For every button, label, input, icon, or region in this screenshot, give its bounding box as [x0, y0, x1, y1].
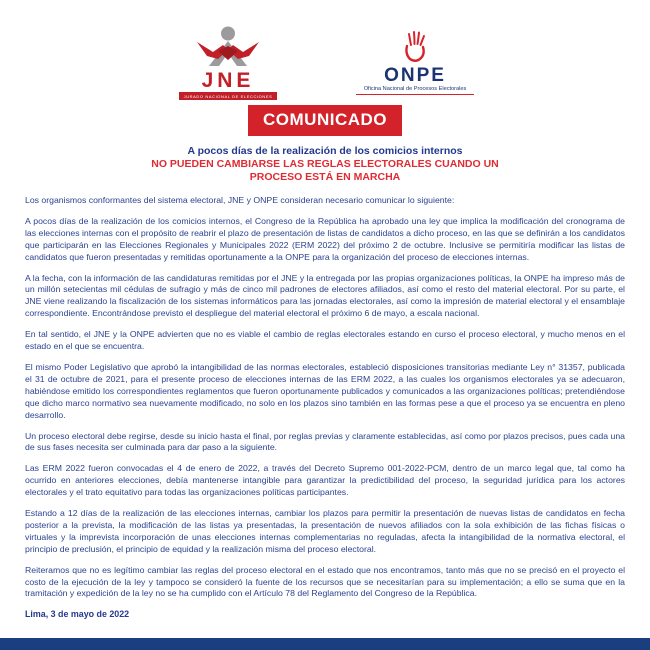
banner-wrap: [0, 105, 650, 136]
footer-bar: [0, 638, 650, 650]
body-content: [0, 184, 650, 619]
paragraph-12-dias: Estando a 12 días de la realización de las elecciones internas, cambiar los plazos para permitir la presentación de nuevas listas de candidatos en fecha posterior a la prevista, la modificación de las listas ya presentadas, la presentación de nuevos afiliados con la sola exhibición de las fichas físicas o virtuales y la imprevista incorporación de unas elecciones internas complementarias no reguladas, afecta la intangibilidad de la normativa electoral, el principio de preclusión, el principio de equidad y la realización misma del proceso electoral.: [25, 508, 625, 554]
paragraph-reiteracion: Reiteramos que no es legítimo cambiar las reglas del proceso electoral en el estado que nos encontramos, tanto más que no se precisó en el proyecto el costo de la ejecución de la ley y tampoco se consideró la fuente de los recursos que se necesitarían para su implementación; a ello se suma que en la tramitación y expedición de la ley no se ha cumplido con el Artículo 78 del Reglamento del Congreso de la República.: [25, 564, 625, 599]
paragraph-ley-aprobada: A pocos días de la realización de los comicios internos, el Congreso de la República ha aprobado una ley que implica la modificación del cronograma de las elecciones internas con el propósito de reabrir el plazo de presentación de listas de candidatos a dicho proceso, en las que se definirán a los candidatos que participarán en las Elecciones Regionales y Municipales 2022 (ERM 2022) del próximo 2 de octubre. Inclusive se permitiría modificar las listas de candidatos que fueron presentadas y remitidas oportunamente a la ONPE para la organización del proceso de elecciones internas.: [25, 215, 625, 262]
jne-acronym: JNE: [201, 69, 255, 92]
paragraph-intro: Los organismos conformantes del sistema electoral, JNE y ONPE consideran necesario comunicar lo siguiente:: [25, 195, 455, 205]
onpe-logo: [350, 26, 480, 95]
onpe-hand-icon: [398, 30, 432, 69]
paragraph-avance-onpe: A la fecha, con la información de las candidaturas remitidas por el JNE y la entregada por las propias organizaciones políticas, la ONPE ha impreso más de un millón setecientas mil cédulas de sufragio y más de cinco mil padrones de electores afiliados, así como el resto del material electoral. Por su parte, el JNE viene realizando la fiscalización de los sistemas informáticos para las jornadas electorales, así como la impresión de material electoral y el ensamblaje correspondiente. Encontrándose previsto el despliegue del material electoral el próximo 6 de mayo, a escala nacional.: [25, 272, 625, 319]
onpe-underline: [356, 94, 474, 96]
paragraph-reglas-previas: Un proceso electoral debe regirse, desde su inicio hasta el final, por reglas previas y claramente establecidas, así como por plazos precisos, pues cada una de sus fases necesita ser culminada para dar paso a la siguiente.: [25, 430, 625, 453]
headline-subtitle: A pocos días de la realización de los comicios internos: [187, 145, 463, 157]
header-logos: [0, 0, 650, 100]
jne-ribbon-label: JURADO NACIONAL DE ELECCIONES: [179, 92, 278, 100]
jne-logo: [172, 26, 284, 100]
paragraph-advertencia: En tal sentido, el JNE y la ONPE advierten que no es viable el cambio de reglas electorales estando en curso el proceso electoral, y mucho menos en el estado en el que se encuentra.: [25, 329, 625, 352]
headline: [0, 145, 650, 184]
paragraph-erm-convocatoria: Las ERM 2022 fueron convocadas el 4 de enero de 2022, a través del Decreto Supremo 001-2022-PCM, dentro de un marco legal que, tal como ha ocurrido en anteriores elecciones, debía mantenerse intangible para garantizar la predictibilidad del proceso, la seguridad jurídica para los actores electorales y el trato equitativo para todas las organizaciones políticas participantes.: [25, 463, 625, 498]
onpe-subtitle: Oficina Nacional de Procesos Electorales: [363, 86, 467, 92]
onpe-acronym: ONPE: [384, 65, 446, 86]
date-line: Lima, 3 de mayo de 2022: [25, 609, 130, 620]
comunicado-banner: COMUNICADO: [248, 105, 402, 136]
headline-title: NO PUEDEN CAMBIARSE LAS REGLAS ELECTORALES CUANDO UN PROCESO ESTÁ EN MARCHA: [151, 158, 499, 183]
paragraph-ley-31357: El mismo Poder Legislativo que aprobó la intangibilidad de las normas electorales, estableció disposiciones transitorias mediante Ley n° 31357, publicada el 31 de octubre de 2021, para el presente proceso de elecciones internas de las ERM 2022, a las cuales los organismos electorales ya se adecuaron, habiéndose emitido los correspondientes reglamentos que fueron oportunamente publicados y comunicados a las organizaciones políticas; pretendiéndose que dicho marco normativo sea nuevamente modificado, no solo en los plazos sino también en las formas pese a que el proceso ya se encuentra en pleno desarrollo.: [25, 361, 625, 420]
